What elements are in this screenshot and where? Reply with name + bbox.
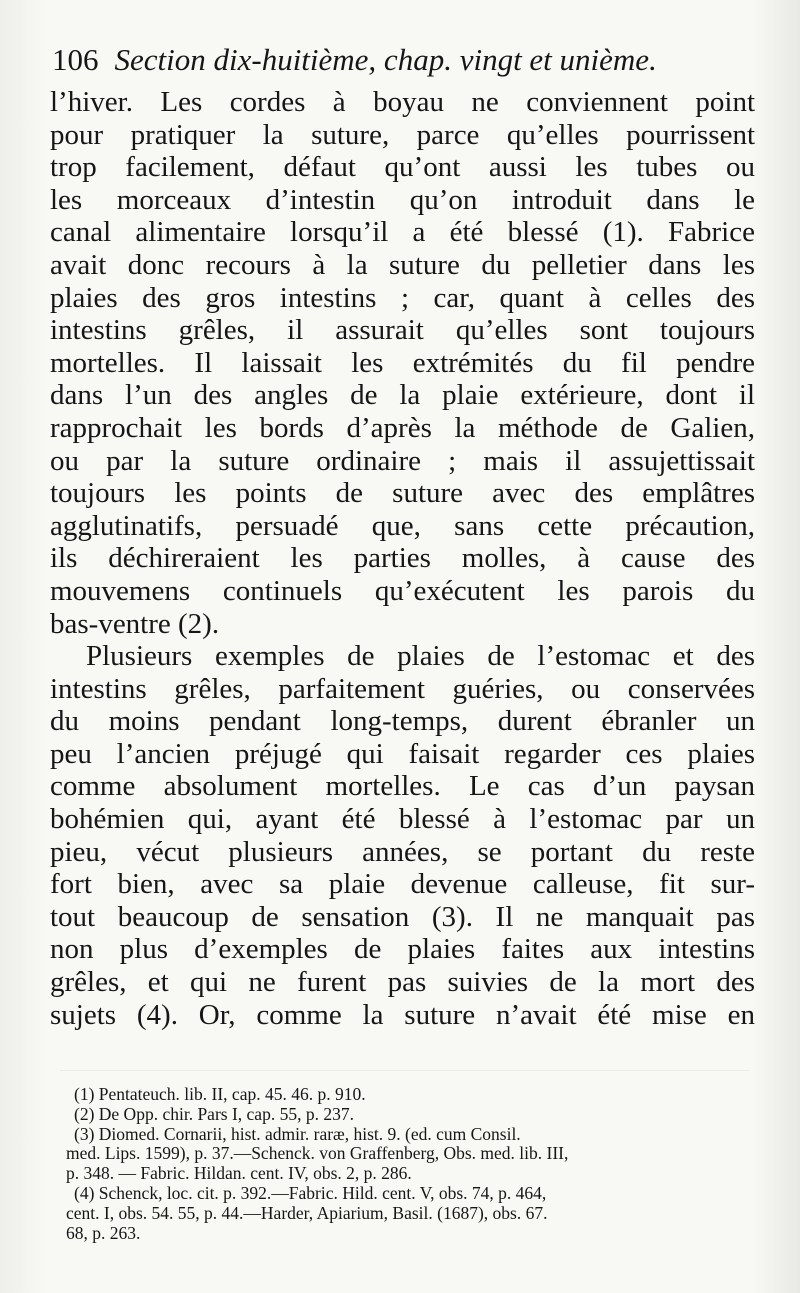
- text-line: sujets (4). Or, comme la suture n’avait été mise en: [50, 998, 755, 1031]
- text-line: Plusieurs exemples de plaies de l’estomac et des: [86, 640, 755, 673]
- text-line: comme absolument mortelles. Le cas d’un paysan: [50, 770, 755, 803]
- footnote-line: 68, p. 263.: [66, 1222, 141, 1243]
- text-line: l’hiver. Les cordes à boyau ne conviennent point: [50, 86, 755, 118]
- footnote-line: (1) Pentateuch. lib. II, cap. 45. 46. p. 910.: [74, 1084, 366, 1104]
- footnote-line: (3) Diomed. Cornarii, hist. admir. raræ, hist. 9. (ed. cum Consil.: [74, 1123, 521, 1144]
- running-title: Section dix-huitième, chap. vingt et unième.: [114, 42, 657, 77]
- text-line: bas-ventre (2).: [50, 607, 220, 640]
- text-line: fort bien, avec sa plaie devenue calleuse, fit sur-: [50, 868, 755, 901]
- page-header: [52, 40, 752, 80]
- text-line: canal alimentaire lorsqu’il a été blessé (1). Fabrice: [50, 216, 755, 249]
- footnote-line: (2) De Opp. chir. Pars I, cap. 55, p. 237.: [74, 1103, 354, 1124]
- text-line: avait donc recours à la suture du pelletier dans les: [50, 248, 755, 281]
- text-line: rapprochait les bords d’après la méthode de Galien,: [50, 411, 755, 444]
- footnote-line: p. 348. — Fabric. Hildan. cent. IV, obs. 2, p. 286.: [66, 1163, 412, 1184]
- text-line: pour pratiquer la suture, parce qu’elles pourrissent: [50, 118, 755, 151]
- text-line: agglutinatifs, persuadé que, sans cette précaution,: [50, 509, 755, 542]
- text-line: dans l’un des angles de la plaie extérieure, dont il: [50, 379, 755, 412]
- text-line: toujours les points de suture avec des emplâtres: [50, 477, 755, 510]
- text-line: mouvemens continuels qu’exécutent les parois du: [50, 574, 755, 607]
- text-line: mortelles. Il laissait les extrémités du fil pendre: [50, 346, 755, 379]
- text-line: ou par la suture ordinaire ; mais il assujettissait: [50, 444, 755, 477]
- page-number: 106: [52, 42, 99, 77]
- text-line: peu l’ancien préjugé qui faisait regarder ces plaies: [50, 737, 755, 770]
- footnote-line: cent. I, obs. 54. 55, p. 44.—Harder, Apiarium, Basil. (1687), obs. 67.: [66, 1202, 548, 1223]
- text-line: intestins grêles, il assurait qu’elles sont toujours: [50, 314, 755, 347]
- text-line: ils déchireraient les parties molles, à cause des: [50, 542, 755, 575]
- footnote-line: med. Lips. 1599), p. 37.—Schenck. von Graffenberg, Obs. med. lib. III,: [66, 1143, 569, 1164]
- text-line: plaies des gros intestins ; car, quant à celles des: [50, 281, 755, 314]
- text-line: trop facilement, défaut qu’ont aussi les tubes ou: [50, 151, 755, 184]
- text-line: tout beaucoup de sensation (3). Il ne manquait pas: [50, 900, 755, 933]
- text-line: les morceaux d’intestin qu’on introduit dans le: [50, 183, 755, 216]
- text-line: non plus d’exemples de plaies faites aux intestins: [50, 933, 755, 966]
- text-line: du moins pendant long-temps, durent ébranler un: [50, 705, 755, 738]
- footnote-divider: [60, 1070, 750, 1071]
- footnotes: [66, 1085, 756, 1243]
- text-line: pieu, vécut plusieurs années, se portant du reste: [50, 835, 755, 868]
- body-text: [50, 86, 755, 1031]
- text-line: grêles, et qui ne furent pas suivies de la mort des: [50, 966, 755, 999]
- text-line: intestins grêles, parfaitement guéries, ou conservées: [50, 672, 755, 705]
- text-line: bohémien qui, ayant été blessé à l’estomac par un: [50, 803, 755, 836]
- footnote-line: (4) Schenck, loc. cit. p. 392.—Fabric. Hild. cent. V, obs. 74, p. 464,: [74, 1182, 547, 1203]
